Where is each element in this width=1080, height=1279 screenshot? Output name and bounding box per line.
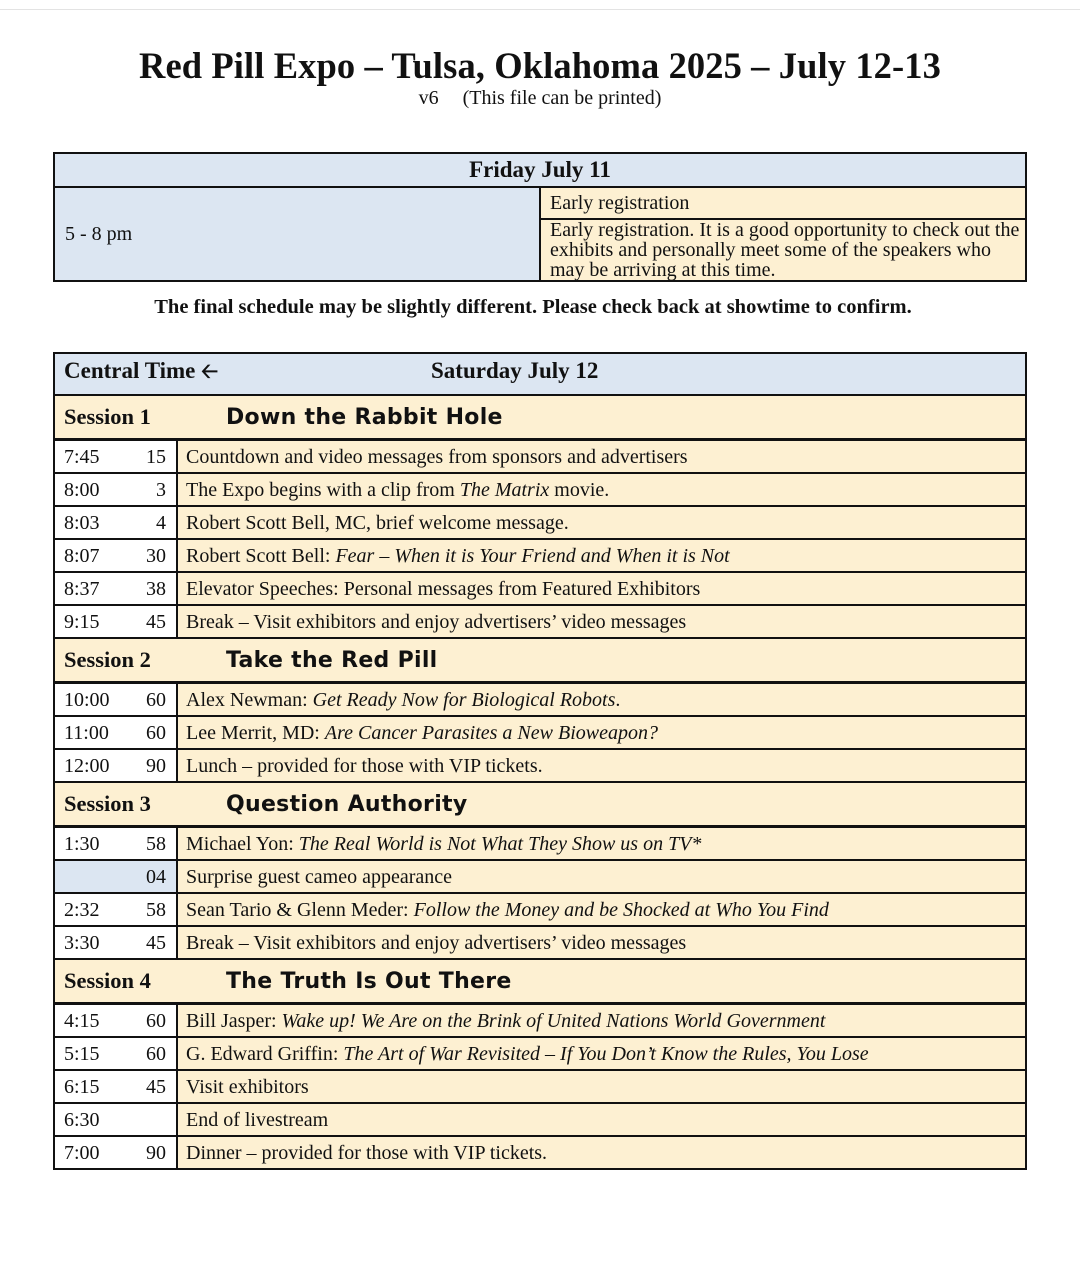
schedule-row (54, 827, 1026, 861)
duration-minutes: 90 (121, 1136, 177, 1169)
start-time: 7:45 (54, 440, 121, 474)
start-time: 8:00 (54, 473, 121, 506)
schedule-row (54, 926, 1026, 959)
event-description (177, 683, 1026, 717)
page-title: Red Pill Expo – Tulsa, Oklahoma 2025 – July 12-13 (139, 45, 941, 86)
start-time: 4:15 (54, 1004, 121, 1038)
top-divider (0, 9, 1080, 10)
event-text: Michael Yon: (186, 832, 299, 855)
start-time: 9:15 (54, 605, 121, 638)
talk-title: The Matrix (459, 478, 550, 501)
duration-minutes: 60 (121, 716, 177, 749)
event-text: Break – Visit exhibitors and enjoy advertisers’ video messages (186, 610, 687, 633)
start-time: 7:00 (54, 1136, 121, 1169)
start-time: 10:00 (54, 683, 121, 717)
talk-title: Fear – When it is Your Friend and When it is Not (335, 544, 730, 567)
event-text: Elevator Speeches: Personal messages from Featured Exhibitors (186, 577, 701, 600)
start-time: 6:15 (54, 1070, 121, 1103)
friday-time: 5 - 8 pm (54, 187, 540, 281)
saturday-header-cell (54, 353, 1026, 395)
event-text-suffix: . (615, 688, 621, 711)
duration-minutes (121, 1103, 177, 1136)
start-time: 2:32 (54, 893, 121, 926)
duration-minutes: 04 (121, 860, 177, 893)
session-header-row (54, 395, 1026, 440)
timezone-text: Central Time (64, 357, 196, 383)
friday-entry: Early registration. It is a good opportunity to check out the exhibits and personally meet some of the speakers who may be arriving at this time. (540, 219, 1026, 281)
schedule-row (54, 893, 1026, 926)
talk-title: Wake up! We Are on the Brink of United Nations World Government (281, 1009, 826, 1032)
talk-title: The Real World is Not What They Show us on TV* (298, 832, 702, 855)
session-header-cell (54, 959, 1026, 1004)
event-text: Dinner – provided for those with VIP tickets. (186, 1141, 548, 1164)
start-time: 1:30 (54, 827, 121, 861)
event-text: Sean Tario & Glenn Meder: (186, 898, 414, 921)
saturday-header-row (54, 353, 1026, 395)
friday-heading: Friday July 11 (54, 153, 1026, 187)
schedule-notice: The final schedule may be slightly different. Please check back at showtime to confirm. (154, 296, 912, 318)
duration-minutes: 60 (121, 683, 177, 717)
start-time: 11:00 (54, 716, 121, 749)
version-label: v6 (418, 87, 439, 109)
start-time: 8:37 (54, 572, 121, 605)
schedule-row (54, 506, 1026, 539)
schedule-row (54, 1136, 1026, 1169)
event-description (177, 1037, 1026, 1070)
duration-minutes: 58 (121, 893, 177, 926)
event-text: Alex Newman: (186, 688, 313, 711)
session-header-row (54, 782, 1026, 827)
schedule-row (54, 683, 1026, 717)
duration-minutes: 3 (121, 473, 177, 506)
schedule-row (54, 1070, 1026, 1103)
session-name: Down the Rabbit Hole (226, 405, 503, 430)
timezone-label (55, 357, 431, 392)
duration-minutes: 38 (121, 572, 177, 605)
event-description (177, 827, 1026, 861)
start-time: 8:07 (54, 539, 121, 572)
schedule-row (54, 473, 1026, 506)
event-description (177, 506, 1026, 539)
schedule-row (54, 572, 1026, 605)
event-description (177, 926, 1026, 959)
event-text: Lee Merrit, MD: (186, 721, 325, 744)
talk-title: Get Ready Now for Biological Robots (312, 688, 616, 711)
schedule-row (54, 716, 1026, 749)
start-time (54, 860, 121, 893)
duration-minutes: 30 (121, 539, 177, 572)
event-description (177, 893, 1026, 926)
start-time: 6:30 (54, 1103, 121, 1136)
session-header-cell (54, 395, 1026, 440)
left-arrow-icon: 🡠 (201, 358, 219, 383)
session-name: The Truth Is Out There (226, 969, 512, 994)
duration-minutes: 45 (121, 926, 177, 959)
duration-minutes: 4 (121, 506, 177, 539)
event-description (177, 605, 1026, 638)
event-text: Break – Visit exhibitors and enjoy advertisers’ video messages (186, 931, 687, 954)
talk-title: The Art of War Revisited – If You Don’t Know the Rules, You Lose (343, 1042, 869, 1065)
event-text: The Expo begins with a clip from (186, 478, 460, 501)
saturday-heading: Saturday July 12 (431, 357, 599, 383)
session-name: Question Authority (226, 792, 468, 817)
event-description (177, 539, 1026, 572)
schedule-row (54, 1103, 1026, 1136)
event-description (177, 473, 1026, 506)
session-label: Session 3 (64, 791, 151, 816)
schedule-row (54, 860, 1026, 893)
saturday-schedule-body (54, 353, 1026, 1169)
friday-schedule-table (53, 152, 1027, 282)
duration-minutes: 45 (121, 1070, 177, 1103)
session-header-cell (54, 782, 1026, 827)
duration-minutes: 58 (121, 827, 177, 861)
event-description (177, 860, 1026, 893)
event-text: Robert Scott Bell, MC, brief welcome message. (186, 511, 569, 534)
start-time: 12:00 (54, 749, 121, 782)
schedule-row (54, 440, 1026, 474)
event-text: Lunch – provided for those with VIP tickets. (186, 754, 543, 777)
session-label: Session 1 (64, 404, 151, 429)
duration-minutes: 90 (121, 749, 177, 782)
event-description (177, 749, 1026, 782)
event-text: End of livestream (186, 1108, 329, 1131)
session-header-row (54, 638, 1026, 683)
event-description (177, 1103, 1026, 1136)
event-text: G. Edward Griffin: (186, 1042, 344, 1065)
print-note: (This file can be printed) (462, 87, 662, 109)
start-time: 5:15 (54, 1037, 121, 1070)
event-description (177, 1004, 1026, 1038)
event-text: Robert Scott Bell: (186, 544, 336, 567)
event-description (177, 440, 1026, 474)
schedule-row (54, 605, 1026, 638)
schedule-row (54, 1004, 1026, 1038)
event-text: Countdown and video messages from sponsors and advertisers (186, 445, 688, 468)
session-label: Session 2 (64, 647, 151, 672)
event-description (177, 572, 1026, 605)
session-name: Take the Red Pill (226, 648, 438, 673)
event-text: Visit exhibitors (186, 1075, 309, 1098)
talk-title: Follow the Money and be Shocked at Who You Find (413, 898, 829, 921)
event-description (177, 1070, 1026, 1103)
event-text-suffix: movie. (549, 478, 610, 501)
duration-minutes: 45 (121, 605, 177, 638)
schedule-row (54, 1037, 1026, 1070)
event-description (177, 1136, 1026, 1169)
duration-minutes: 60 (121, 1004, 177, 1038)
start-time: 3:30 (54, 926, 121, 959)
session-header-cell (54, 638, 1026, 683)
page-subtitle (0, 86, 1080, 110)
session-label: Session 4 (64, 968, 151, 993)
friday-row (54, 187, 1026, 219)
schedule-row (54, 749, 1026, 782)
event-text: Bill Jasper: (186, 1009, 282, 1032)
event-text: Surprise guest cameo appearance (186, 865, 452, 888)
session-header-row (54, 959, 1026, 1004)
event-description (177, 716, 1026, 749)
duration-minutes: 60 (121, 1037, 177, 1070)
start-time: 8:03 (54, 506, 121, 539)
talk-title: Are Cancer Parasites a New Bioweapon? (324, 721, 658, 744)
saturday-schedule-table (53, 352, 1027, 1170)
schedule-row (54, 539, 1026, 572)
friday-entry: Early registration (540, 187, 1026, 219)
duration-minutes: 15 (121, 440, 177, 474)
friday-header-row (54, 153, 1026, 187)
